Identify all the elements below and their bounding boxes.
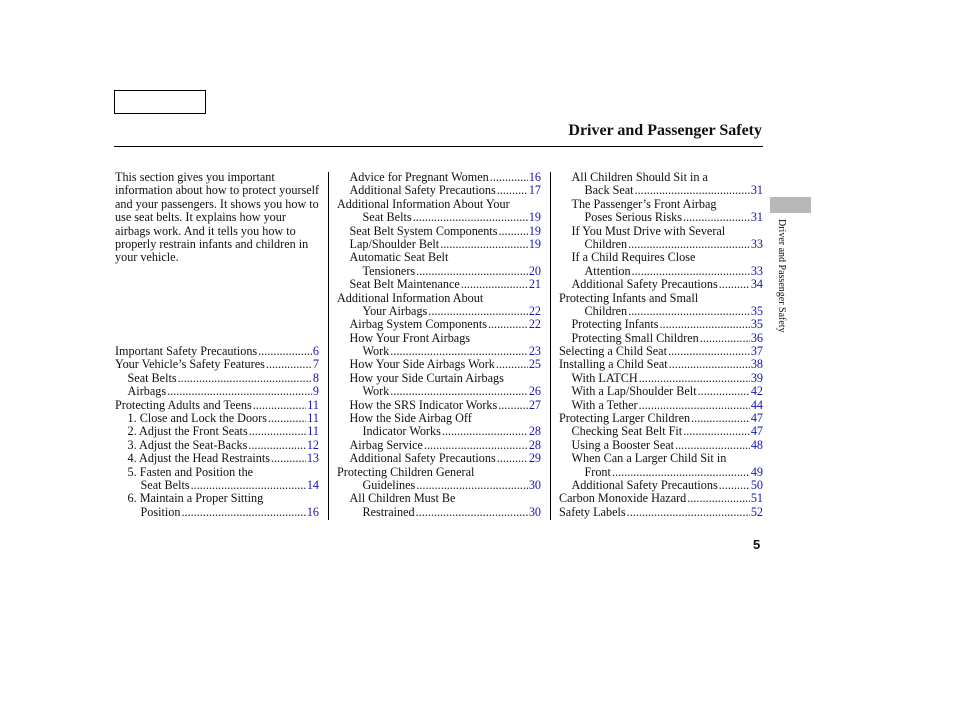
toc-leader-dots [178, 372, 312, 385]
toc-entry[interactable] [337, 305, 541, 318]
toc-page-link[interactable]: 47 [750, 424, 763, 439]
toc-entry-title: Guidelines [362, 477, 416, 492]
toc-entry-title: Seat Belts [362, 210, 412, 225]
toc-page-link[interactable]: 31 [750, 183, 763, 198]
toc-entry-title: Restrained [362, 504, 415, 519]
toc-entry-title: Work [362, 384, 390, 399]
toc-leader-dots [497, 184, 528, 197]
page-title: Driver and Passenger Safety [568, 122, 762, 139]
toc-entry-heading [337, 332, 541, 345]
toc-entry-title: When Can a Larger Child Sit in [571, 451, 727, 466]
toc-entry-title: Attention [584, 263, 631, 278]
toc-page-link[interactable]: 50 [750, 477, 763, 492]
toc-leader-dots [428, 305, 528, 318]
toc-entry-title: Additional Safety Precautions [571, 477, 718, 492]
intro-text [115, 171, 323, 265]
column-divider [550, 172, 551, 520]
toc-entry[interactable] [337, 265, 541, 278]
section-tab-marker [770, 197, 811, 213]
toc-entry[interactable] [337, 238, 541, 251]
toc-entry-title: Safety Labels [559, 504, 626, 519]
toc-entry[interactable] [115, 385, 319, 398]
toc-entry-heading [337, 198, 541, 211]
toc-entry-title: All Children Must Be [349, 491, 456, 506]
toc-leader-dots [442, 425, 528, 438]
toc-page-link[interactable]: 29 [528, 451, 541, 466]
toc-entry[interactable] [115, 412, 319, 425]
toc-entry[interactable] [559, 479, 763, 492]
toc-leader-dots [416, 479, 528, 492]
toc-entry-title: Installing a Child Seat [559, 357, 668, 372]
toc-entry[interactable] [337, 425, 541, 438]
toc-entry-title: Checking Seat Belt Fit [571, 424, 683, 439]
toc-leader-dots [191, 479, 306, 492]
toc-entry-title: 3. Adjust the Seat-Backs [127, 437, 248, 452]
toc-entry-title: How Your Side Airbags Work [349, 357, 495, 372]
toc-column-3 [559, 171, 763, 519]
toc-entry[interactable] [337, 506, 541, 519]
toc-leader-dots [497, 452, 528, 465]
toc-page-link[interactable]: 9 [312, 384, 319, 399]
toc-entry[interactable] [115, 358, 319, 371]
toc-leader-dots [628, 238, 750, 251]
toc-page-link[interactable]: 36 [750, 330, 763, 345]
toc-entry[interactable] [337, 358, 541, 371]
toc-entry-title: Protecting Larger Children [559, 411, 691, 426]
toc-leader-dots [440, 238, 528, 251]
toc-entry-heading [559, 171, 763, 184]
toc-entry[interactable] [559, 385, 763, 398]
toc-leader-dots [248, 439, 305, 452]
toc-leader-dots [258, 345, 312, 358]
toc-entry-title: Selecting a Child Seat [559, 344, 667, 359]
toc-leader-dots [683, 425, 750, 438]
toc-entry[interactable] [559, 439, 763, 452]
toc-entry-heading [337, 466, 541, 479]
toc-entry[interactable] [115, 345, 319, 358]
page-number: 5 [753, 537, 761, 552]
toc-entry-heading [337, 412, 541, 425]
toc-entry[interactable] [559, 332, 763, 345]
toc-entry[interactable] [559, 211, 763, 224]
toc-entry[interactable] [559, 238, 763, 251]
toc-leader-dots [498, 399, 528, 412]
toc-entry[interactable] [115, 506, 319, 519]
toc-page-link[interactable]: 19 [528, 223, 541, 238]
toc-leader-dots [496, 358, 528, 371]
toc-entry[interactable] [559, 399, 763, 412]
toc-entry[interactable] [337, 184, 541, 197]
toc-entry[interactable] [337, 345, 541, 358]
toc-entry-title: Your Vehicle’s Safety Features [115, 357, 265, 372]
toc-entry-title: How the SRS Indicator Works [349, 397, 498, 412]
toc-entry-title: Position [140, 504, 181, 519]
toc-entry[interactable] [115, 372, 319, 385]
toc-leader-dots [669, 358, 750, 371]
toc-page-link[interactable]: 20 [528, 263, 541, 278]
toc-leader-dots [639, 372, 750, 385]
toc-entry[interactable] [115, 452, 319, 465]
toc-entry-title: Seat Belts [127, 370, 177, 385]
toc-column-1 [115, 345, 319, 519]
toc-page-link[interactable]: 37 [750, 344, 763, 359]
toc-page-link[interactable]: 30 [528, 504, 541, 519]
toc-page-link[interactable]: 11 [307, 424, 319, 439]
toc-entry-title: If You Must Drive with Several [571, 223, 726, 238]
toc-entry-title: Protecting Adults and Teens [115, 397, 252, 412]
toc-entry-title: With LATCH [571, 370, 638, 385]
toc-entry[interactable] [337, 278, 541, 291]
toc-entry-title: Lap/Shoulder Belt [349, 236, 440, 251]
toc-entry-title: How your Side Curtain Airbags [349, 370, 504, 385]
toc-page-link[interactable]: 14 [306, 477, 319, 492]
toc-entry[interactable] [559, 184, 763, 197]
toc-page-link[interactable]: 16 [306, 504, 319, 519]
toc-page-link[interactable]: 33 [750, 236, 763, 251]
toc-entry[interactable] [115, 479, 319, 492]
toc-page-link[interactable]: 47 [750, 411, 763, 426]
toc-entry[interactable] [337, 439, 541, 452]
toc-page-link[interactable]: 22 [528, 317, 541, 332]
toc-entry-heading [115, 466, 319, 479]
toc-entry[interactable] [559, 372, 763, 385]
toc-leader-dots [390, 345, 528, 358]
toc-entry-title: 4. Adjust the Head Restraints [127, 451, 271, 466]
toc-page-link[interactable]: 51 [750, 491, 763, 506]
toc-entry-title: If a Child Requires Close [571, 250, 696, 265]
toc-entry-title: Important Safety Precautions [115, 344, 258, 358]
toc-leader-dots [498, 225, 527, 238]
toc-page-link[interactable]: 48 [750, 437, 763, 452]
toc-leader-dots [660, 318, 750, 331]
toc-page-link[interactable]: 19 [528, 210, 541, 225]
toc-leader-dots [668, 345, 750, 358]
toc-page-link[interactable]: 11 [307, 397, 319, 412]
toc-entry-title: Using a Booster Seat [571, 437, 675, 452]
toc-entry[interactable] [337, 171, 541, 184]
toc-page-link[interactable]: 25 [528, 357, 541, 372]
toc-entry-title: Carbon Monoxide Hazard [559, 491, 687, 506]
toc-page-link[interactable]: 31 [750, 210, 763, 225]
toc-page-link[interactable]: 23 [528, 344, 541, 359]
toc-entry-title: Protecting Small Children [571, 330, 699, 345]
toc-page-link[interactable]: 34 [750, 277, 763, 292]
toc-page-link[interactable]: 44 [750, 397, 763, 412]
toc-entry-title: Seat Belt System Components [349, 223, 498, 238]
toc-entry-title: Poses Serious Risks [584, 210, 683, 225]
toc-entry[interactable] [559, 318, 763, 331]
toc-page-link[interactable]: 11 [307, 410, 319, 425]
toc-page-link[interactable]: 13 [306, 451, 319, 466]
toc-entry[interactable] [559, 278, 763, 291]
toc-page-link[interactable]: 8 [312, 370, 319, 385]
toc-entry-title: 6. Maintain a Proper Sitting [127, 491, 264, 506]
toc-entry-title: Children [584, 236, 628, 251]
toc-leader-dots [488, 318, 528, 331]
toc-entry-title: Protecting Infants [571, 317, 659, 332]
toc-page-link[interactable]: 38 [750, 357, 763, 372]
toc-page-link[interactable]: 7 [312, 357, 319, 372]
toc-entry-heading [115, 492, 319, 505]
toc-entry[interactable] [559, 345, 763, 358]
toc-leader-dots [719, 278, 750, 291]
toc-page-link[interactable]: 16 [528, 170, 541, 184]
toc-entry[interactable] [559, 412, 763, 425]
toc-entry-title: Additional Information About Your [337, 196, 510, 211]
toc-leader-dots [490, 171, 528, 184]
toc-page-link[interactable]: 6 [312, 344, 319, 358]
toc-entry[interactable] [559, 466, 763, 479]
toc-entry-title: Children [584, 303, 628, 318]
toc-leader-dots [612, 466, 750, 479]
toc-leader-dots [639, 399, 750, 412]
toc-entry[interactable] [559, 425, 763, 438]
toc-entry-title: All Children Should Sit in a [571, 170, 708, 184]
toc-leader-dots [413, 211, 528, 224]
toc-entry-title: Additional Safety Precautions [571, 277, 718, 292]
toc-entry[interactable] [337, 211, 541, 224]
toc-entry-title: Your Airbags [362, 303, 428, 318]
toc-entry-heading [337, 492, 541, 505]
toc-entry-title: Airbags [127, 384, 167, 399]
toc-leader-dots [635, 184, 750, 197]
column-divider [328, 172, 329, 520]
intro-paragraph: This section gives you important information about how to protect yourself and your passengers. It shows you how to use seat belts. It explains how your airbags work. And it tells you how to properly restrain infants and children in your vehicle. [115, 170, 320, 265]
toc-page-link[interactable]: 27 [528, 397, 541, 412]
toc-entry-title: Protecting Infants and Small [559, 290, 699, 305]
toc-page-link[interactable]: 42 [750, 384, 763, 399]
toc-entry-title: Work [362, 344, 390, 359]
toc-page-link[interactable]: 19 [528, 236, 541, 251]
toc-leader-dots [253, 399, 307, 412]
toc-entry-title: Additional Safety Precautions [349, 183, 496, 198]
toc-page-link[interactable]: 52 [750, 504, 763, 519]
toc-entry-title: Seat Belts [140, 477, 190, 492]
toc-entry-heading [559, 198, 763, 211]
toc-entry[interactable] [559, 358, 763, 371]
toc-leader-dots [424, 439, 528, 452]
toc-entry-title: 5. Fasten and Position the [127, 464, 254, 479]
toc-entry[interactable] [337, 479, 541, 492]
toc-entry[interactable] [337, 225, 541, 238]
toc-column-2 [337, 171, 541, 519]
toc-entry-title: Tensioners [362, 263, 416, 278]
toc-entry-heading [559, 292, 763, 305]
toc-leader-dots [390, 385, 528, 398]
toc-entry-title: 2. Adjust the Front Seats [127, 424, 248, 439]
toc-leader-dots [698, 385, 750, 398]
toc-leader-dots [675, 439, 750, 452]
toc-entry-title: Back Seat [584, 183, 634, 198]
toc-page-link[interactable]: 35 [750, 317, 763, 332]
toc-entry-heading [559, 251, 763, 264]
toc-leader-dots [628, 305, 750, 318]
toc-entry-title: Advice for Pregnant Women [349, 170, 489, 184]
toc-entry[interactable] [337, 399, 541, 412]
toc-entry-title: Protecting Children General [337, 464, 475, 479]
toc-entry-title: Indicator Works [362, 424, 441, 439]
toc-entry-heading [337, 292, 541, 305]
toc-leader-dots [691, 412, 750, 425]
toc-page-link[interactable]: 26 [528, 384, 541, 399]
toc-entry-title: Automatic Seat Belt [349, 250, 449, 265]
toc-page-link[interactable]: 28 [528, 437, 541, 452]
toc-entry-title: How Your Front Airbags [349, 330, 471, 345]
toc-entry[interactable] [559, 265, 763, 278]
toc-entry-title: Airbag Service [349, 437, 423, 452]
toc-entry-title: Airbag System Components [349, 317, 487, 332]
section-tab-label: Driver and Passenger Safety [776, 219, 787, 333]
toc-leader-dots [416, 506, 528, 519]
title-divider [114, 146, 763, 147]
toc-page-link[interactable]: 35 [750, 303, 763, 318]
toc-page-link[interactable]: 30 [528, 477, 541, 492]
toc-leader-dots [687, 492, 750, 505]
toc-entry[interactable] [337, 318, 541, 331]
toc-leader-dots [167, 385, 312, 398]
toc-leader-dots [268, 412, 306, 425]
toc-entry-heading [337, 251, 541, 264]
toc-page-link[interactable]: 17 [528, 183, 541, 198]
toc-page-link[interactable]: 22 [528, 303, 541, 318]
toc-leader-dots [700, 332, 750, 345]
toc-page-link[interactable]: 21 [528, 277, 541, 292]
toc-leader-dots [719, 479, 750, 492]
toc-entry[interactable] [115, 425, 319, 438]
toc-leader-dots [416, 265, 528, 278]
toc-leader-dots [632, 265, 750, 278]
toc-entry-title: With a Tether [571, 397, 638, 412]
toc-page-link[interactable]: 39 [750, 370, 763, 385]
toc-entry[interactable] [337, 385, 541, 398]
toc-entry[interactable] [559, 305, 763, 318]
toc-entry-title: Seat Belt Maintenance [349, 277, 460, 292]
toc-leader-dots [249, 425, 307, 438]
toc-leader-dots [181, 506, 305, 519]
toc-leader-dots [683, 211, 750, 224]
toc-page-link[interactable]: 49 [750, 464, 763, 479]
toc-leader-dots [266, 358, 312, 371]
toc-leader-dots [461, 278, 528, 291]
toc-entry-title: Additional Safety Precautions [349, 451, 496, 466]
header-box [114, 90, 206, 114]
toc-entry-title: The Passenger’s Front Airbag [571, 196, 717, 211]
toc-page-link[interactable]: 12 [306, 437, 319, 452]
toc-page-link[interactable]: 33 [750, 263, 763, 278]
toc-entry-title: Additional Information About [337, 290, 484, 305]
toc-page-link[interactable]: 28 [528, 424, 541, 439]
toc-entry-heading [559, 452, 763, 465]
toc-entry-title: How the Side Airbag Off [349, 411, 472, 426]
toc-entry-heading [559, 225, 763, 238]
toc-entry[interactable] [559, 492, 763, 505]
toc-leader-dots [271, 452, 306, 465]
toc-entry-title: 1. Close and Lock the Doors [127, 410, 267, 425]
toc-entry-heading [337, 372, 541, 385]
toc-entry[interactable] [559, 506, 763, 519]
toc-entry[interactable] [337, 452, 541, 465]
toc-entry-title: Front [584, 464, 611, 479]
toc-entry[interactable] [115, 399, 319, 412]
toc-entry-title: With a Lap/Shoulder Belt [571, 384, 697, 399]
toc-leader-dots [627, 506, 750, 519]
toc-entry[interactable] [115, 439, 319, 452]
